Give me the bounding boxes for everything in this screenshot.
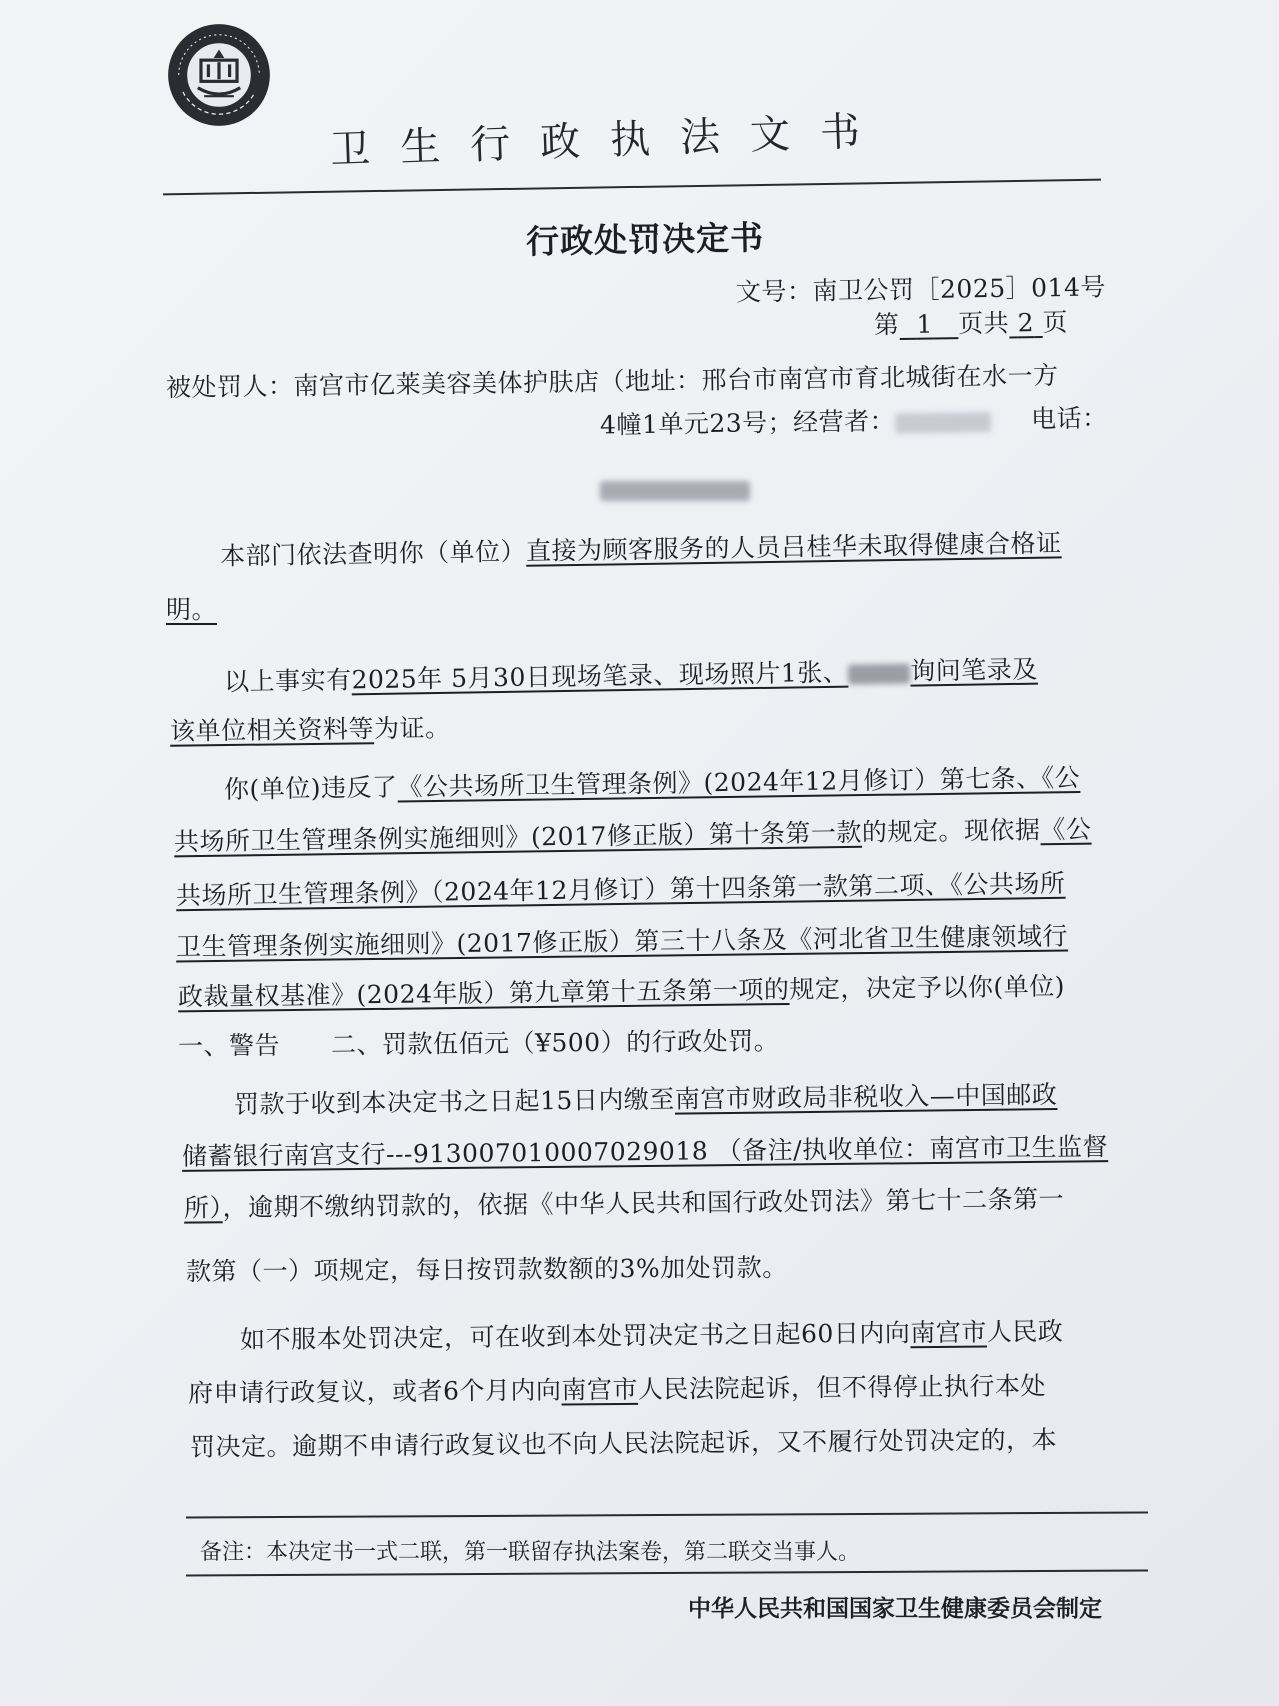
doc-number-label: 文号： [735,276,813,307]
page-counter: 第 1 页共 2 页 [873,307,1069,340]
page-current: 1 [916,309,934,339]
document-title: 行政处罚决定书 [525,217,765,262]
page-total: 2 [1017,308,1035,338]
finding-paragraph: 本部门依法查明你（单位）直接为顾客服务的人员吕桂华未取得健康合格证 [219,528,1062,571]
redacted-operator [895,412,991,433]
footer-note: 备注：本决定书一式二联，第一联留存执法案卷，第二联交当事人。 [200,1540,861,1565]
party-line-2: 4幢1单元23号；经营者： 电话： [599,403,1108,440]
party-line-1: 被处罚人：南宫市亿莱美容美体护肤店（地址：邢台市南宫市育北城街在水一方 [165,360,1059,403]
violation-paragraph: 你(单位)违反了《公共场所卫生管理条例》(2024年12月修订）第七条、《公 [223,763,1081,804]
redacted-phone [600,474,750,503]
payment-paragraph: 罚款于收到本决定书之日起15日内缴至南宫市财政局非税收入—中国邮政 [233,1079,1058,1120]
evidence-paragraph: 以上事实有2025年 5月30日现场笔录、现场照片1张、 询问笔录及 [223,654,1038,697]
issuing-organization: 中华人民共和国国家卫生健康委员会制定 [688,1596,1102,1622]
redacted-name [848,663,910,684]
appeal-paragraph: 如不服本处罚决定，可在收到本处罚决定书之日起60日内向南宫市人民政 [239,1316,1064,1355]
doc-number-value: 南卫公罚［2025］014号 [812,272,1107,306]
penalty-line: 一、警告 二、罚款伍佰元（¥500）的行政处罚。 [177,1026,780,1061]
header-title: 卫生行政执法文书 [329,107,891,174]
health-inspection-seal-icon [166,22,272,128]
